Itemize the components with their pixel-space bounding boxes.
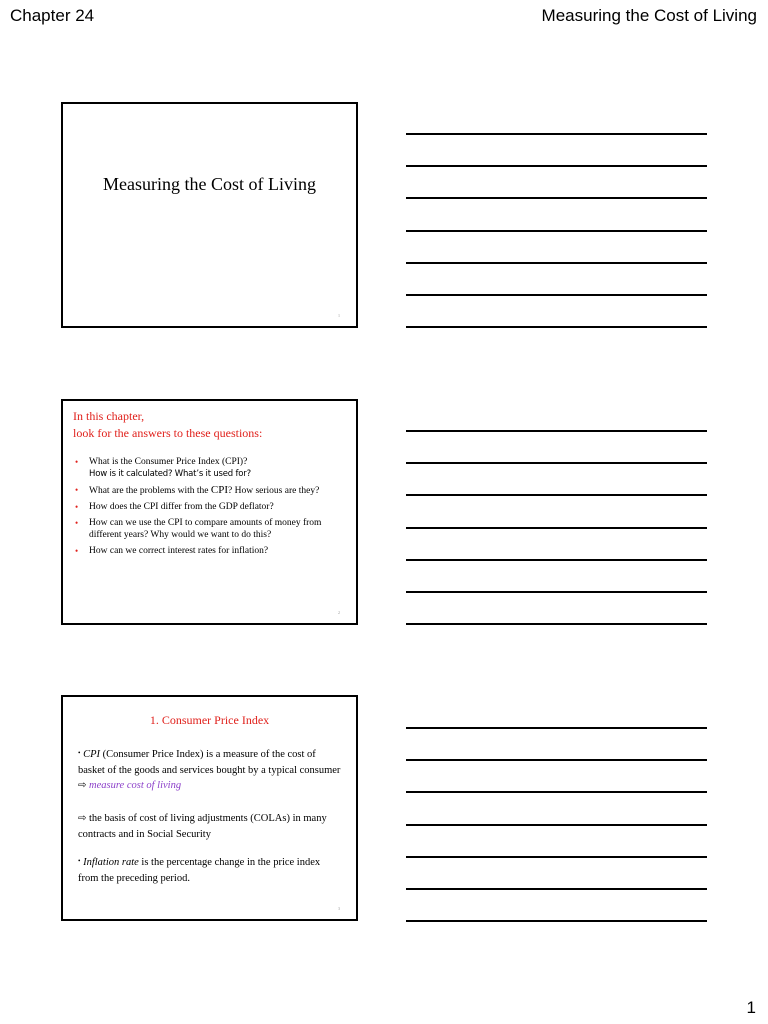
slide-3-title: 1. Consumer Price Index <box>149 713 270 727</box>
note-line <box>406 727 707 729</box>
note-line <box>406 326 707 328</box>
note-line <box>406 262 707 264</box>
note-line <box>406 294 707 296</box>
note-line <box>406 559 707 561</box>
list-item <box>75 501 346 513</box>
slide-2-heading-line2: look for the answers to these questions: <box>73 426 263 440</box>
list-item <box>75 484 346 497</box>
question-text: What is the Consumer Price Index (CPI)? <box>89 457 248 467</box>
bullet-icon: • <box>75 485 79 495</box>
note-line <box>406 824 707 826</box>
question-text-before: What are the problems with the <box>89 486 211 496</box>
slide-3-number: 3 <box>338 906 340 911</box>
slide-2-number: 2 <box>338 610 340 615</box>
bullet-icon: • <box>75 546 79 556</box>
note-line <box>406 494 707 496</box>
question-list <box>75 456 346 561</box>
header-chapter: Chapter 24 <box>10 6 95 25</box>
inflation-text: is the percentage change in the price index from the preceding period. <box>78 857 321 884</box>
arrow-icon: ⇨ <box>78 780 87 791</box>
list-item <box>75 456 346 480</box>
list-item <box>75 517 346 541</box>
question-subtext: How is it calculated? What’s it used for? <box>89 469 251 479</box>
page-number: 1 <box>746 998 756 1017</box>
bullet-icon: • <box>78 857 81 865</box>
inflation-definition <box>78 854 342 886</box>
question-text-after: ? How serious are they? <box>228 486 320 496</box>
question-text: How can we use the CPI to compare amounts of money from different years? Why would we want to do this? <box>89 518 322 540</box>
cpi-definition <box>78 746 342 794</box>
note-line <box>406 920 707 922</box>
note-line <box>406 165 707 167</box>
slide-1 <box>61 102 358 328</box>
slide-2-heading-line1: In this chapter, <box>73 409 145 423</box>
bullet-icon: • <box>78 749 81 757</box>
bullet-icon: • <box>75 518 79 528</box>
note-line <box>406 759 707 761</box>
question-text: How does the CPI differ from the GDP deflator? <box>89 502 274 512</box>
cola-note <box>78 811 342 842</box>
note-line <box>406 133 707 135</box>
inflation-term: Inflation rate <box>83 857 139 868</box>
note-line <box>406 856 707 858</box>
note-line <box>406 791 707 793</box>
bullet-icon: • <box>75 457 79 467</box>
note-line <box>406 197 707 199</box>
slide-3 <box>61 695 358 921</box>
question-text: How can we correct interest rates for inflation? <box>89 546 269 556</box>
arrow-icon: ⇨ <box>78 813 87 824</box>
question-text-cpi: CPI <box>210 484 229 496</box>
header-title: Measuring the Cost of Living <box>541 6 757 25</box>
note-line <box>406 888 707 890</box>
cpi-term: CPI <box>83 749 100 760</box>
slide-2 <box>61 399 358 625</box>
cpi-text: (Consumer Price Index) is a measure of the cost of basket of the goods and services bought by a typical consumer <box>78 749 341 776</box>
slide-2-heading <box>73 408 262 442</box>
note-line <box>406 462 707 464</box>
bullet-icon: • <box>75 502 79 512</box>
cpi-highlight: measure cost of living <box>89 780 182 791</box>
note-line <box>406 527 707 529</box>
list-item <box>75 545 346 557</box>
note-line <box>406 230 707 232</box>
note-line <box>406 591 707 593</box>
note-line <box>406 623 707 625</box>
cola-text: the basis of cost of living adjustments (COLAs) in many contracts and in Social Security <box>78 813 327 840</box>
slide-1-number: 1 <box>338 313 340 318</box>
slide-1-title: Measuring the Cost of Living <box>103 174 316 194</box>
note-line <box>406 430 707 432</box>
